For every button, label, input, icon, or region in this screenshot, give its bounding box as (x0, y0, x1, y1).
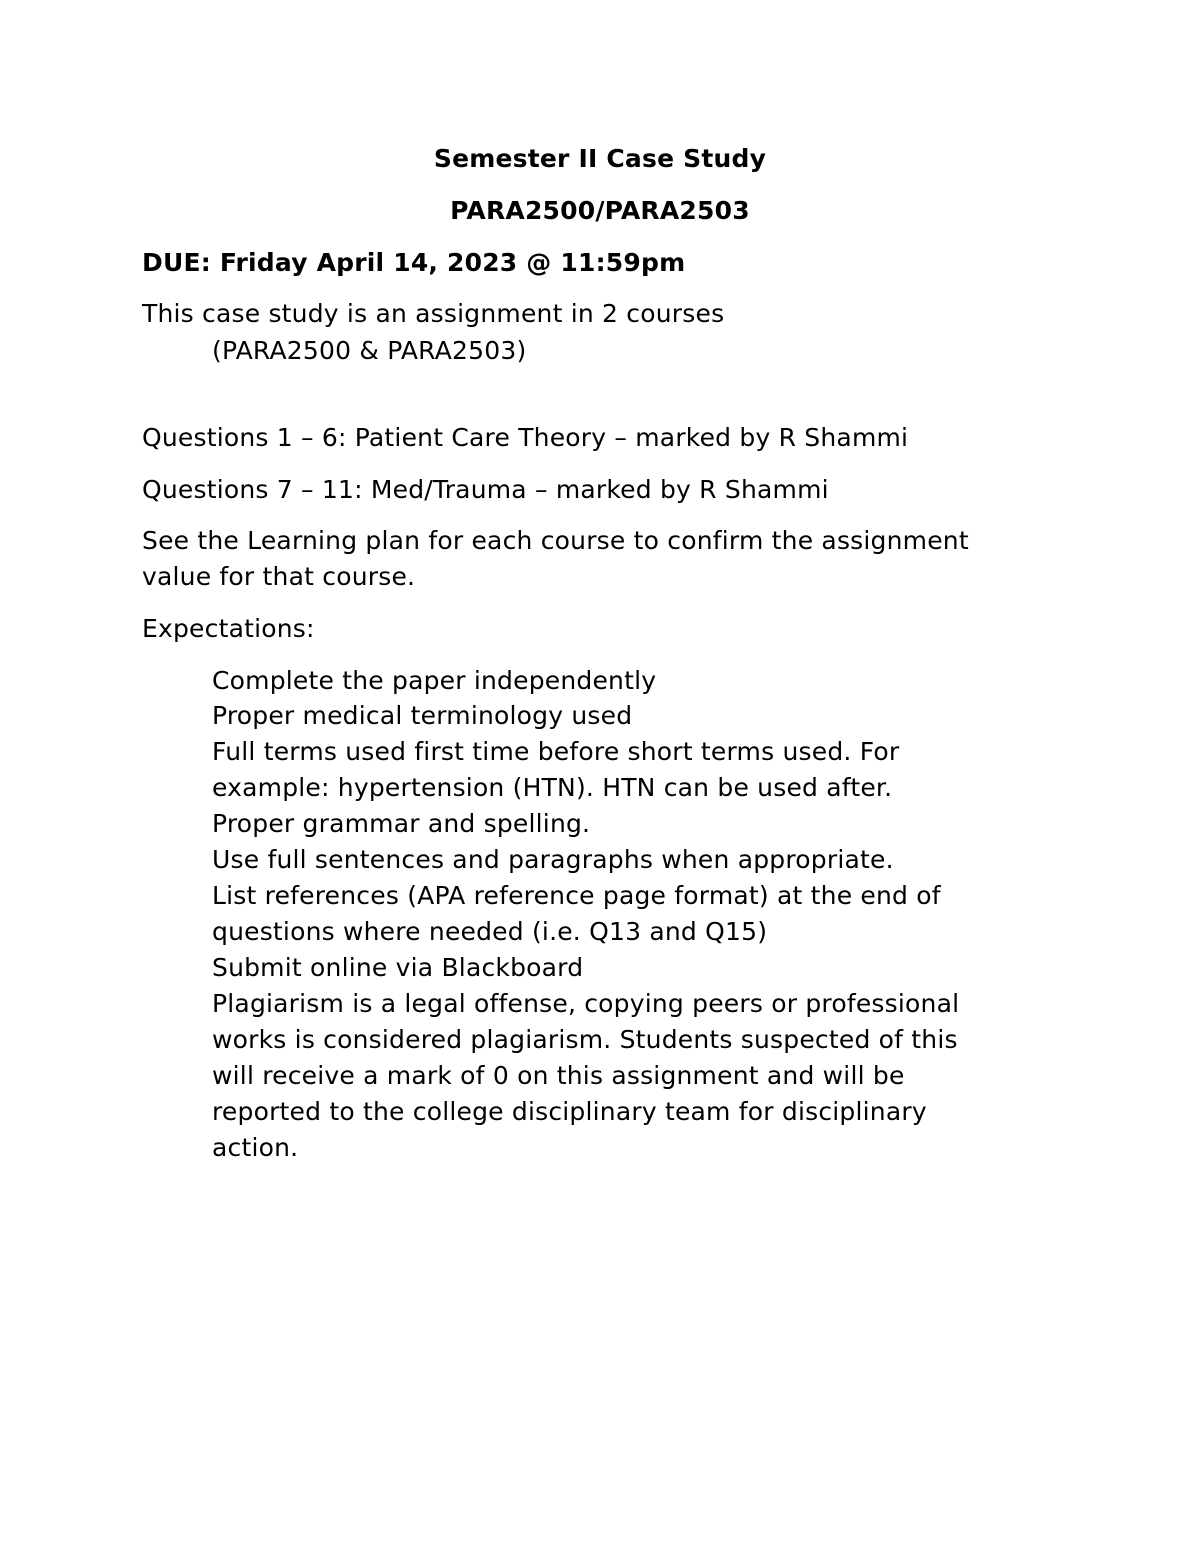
expectation-line: example: hypertension (HTN). HTN can be used after. (212, 773, 893, 802)
expectation-line: Use full sentences and paragraphs when appropriate. (212, 845, 894, 874)
expectation-line: Complete the paper independently (212, 666, 657, 695)
expectation-line: reported to the college disciplinary team for disciplinary (212, 1097, 927, 1126)
expectations-heading: Expectations: (142, 614, 315, 643)
expectation-line: Proper grammar and spelling. (212, 809, 591, 838)
questions-patient-care: Questions 1 – 6: Patient Care Theory – marked by R Shammi (142, 423, 909, 452)
learning-plan-line: See the Learning plan for each course to confirm the assignment (142, 526, 969, 555)
expectation-line: works is considered plagiarism. Students suspected of this (212, 1025, 958, 1054)
expectation-line: questions where needed (i.e. Q13 and Q15) (212, 917, 768, 946)
expectation-line: Full terms used first time before short terms used. For (212, 737, 900, 766)
due-date: DUE: Friday April 14, 2023 @ 11:59pm (142, 248, 686, 277)
intro-courses-line: (PARA2500 & PARA2503) (212, 336, 527, 365)
expectation-line: Plagiarism is a legal offense, copying peers or professional (212, 989, 960, 1018)
questions-med-trauma: Questions 7 – 11: Med/Trauma – marked by R Shammi (142, 475, 829, 504)
expectation-line: action. (212, 1133, 299, 1162)
expectation-line: will receive a mark of 0 on this assignment and will be (212, 1061, 905, 1090)
learning-plan-line: value for that course. (142, 562, 416, 591)
document-title: Semester II Case Study (433, 144, 767, 173)
expectation-line: List references (APA reference page format) at the end of (212, 881, 941, 910)
intro-line: This case study is an assignment in 2 courses (142, 299, 725, 328)
expectation-line: Submit online via Blackboard (212, 953, 584, 982)
expectation-line: Proper medical terminology used (212, 701, 633, 730)
course-codes: PARA2500/PARA2503 (450, 196, 750, 225)
